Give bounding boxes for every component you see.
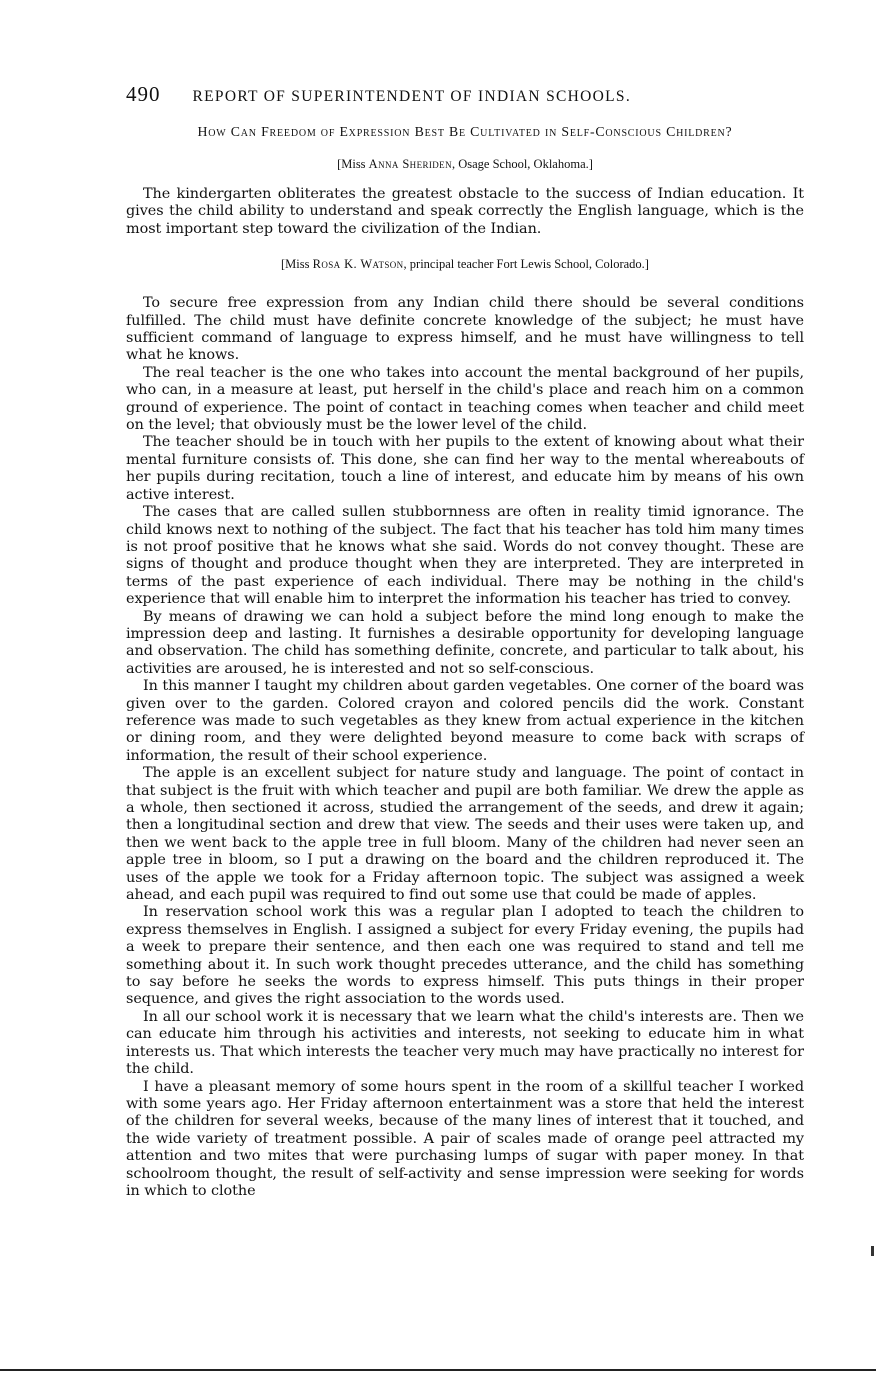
running-header — [126, 82, 804, 112]
scan-edge-line — [0, 1369, 876, 1371]
author-name: Rosa K. Watson — [312, 257, 404, 272]
document-page — [126, 82, 804, 1200]
margin-mark — [871, 1246, 874, 1256]
paragraph: In this manner I taught my children about garden vegetables. One corner of the board was given over to the garden. Colored crayon and colored pencils did the work. Constant reference was made to such vegetables as they knew from actual experience in the kitchen or dining room, and they were delighted beyond measure to come back with scraps of information, the result of their school experience. — [126, 678, 804, 764]
paragraph: In all our school work it is necessary that we learn what the child's interests are. Then we can educate him through his activities and interests, not seeking to educate him in what interests us. That which interests the teacher very much may have practically no interest for the child. — [126, 1008, 804, 1078]
paragraph: The teacher should be in touch with her pupils to the extent of knowing about what their mental furniture consists of. This done, she can find her way to the mental whereabouts of her pupils during recitation, touch a line of interest, and educate him by means of his own active interest. — [126, 434, 804, 503]
attribution-rest: , principal teacher Fort Lewis School, Colorado.] — [403, 257, 649, 272]
paragraph: The real teacher is the one who takes into account the mental background of her pupils, who can, in a measure at least, put herself in the child's place and reach him on a common ground of experience. The point of contact in teaching comes when teacher and child meet on the level; that obviously must be the lower level of the child. — [126, 364, 804, 434]
paragraph: I have a pleasant memory of some hours spent in the room of a skillful teacher I worked with some years ago. Her Friday afternoon entertainment was a store that held the interest of the children for several weeks, because of the many lines of interest that it touched, and the wide variety of treatment possible. A pair of scales made of orange peel attracted my attention and two mites that were purchasing lumps of sugar with paper money. In that schoolroom thought, the result of self-activity and sense impression were seeking for words in which to clothe — [126, 1078, 804, 1199]
running-title: REPORT OF SUPERINTENDENT OF INDIAN SCHOOLS. — [192, 88, 631, 105]
paragraph: The cases that are called sullen stubbornness are often in reality timid ignorance. The child knows next to nothing of the subject. The fact that his teacher has told him many times is not proof positive that he knows what she said. Words do not convey thought. These are signs of thought and produce thought when they are interpreted. They are interpreted in terms of the past experience of each individual. There may be nothing in the child's experience that will enable him to interpret the information his teacher has tried to convey. — [126, 504, 804, 608]
section-2-body — [126, 295, 804, 1200]
attribution-open: [Miss — [337, 157, 369, 171]
paragraph: By means of drawing we can hold a subject before the mind long enough to make the impression deep and lasting. It furnishes a desirable opportunity for developing language and observation. The child has something definite, concrete, and particular to talk about, his activities are aroused, he is interested and not so self-conscious. — [126, 608, 804, 677]
author-attribution-1 — [126, 156, 804, 172]
article-title: How Can Freedom of Expression Best Be Cultivated in Self-Conscious Children? — [197, 124, 733, 139]
section-1-body — [126, 186, 804, 238]
attribution-rest: , Osage School, Oklahoma.] — [451, 157, 593, 171]
paragraph: The apple is an excellent subject for nature study and language. The point of contact in that subject is the fruit with which teacher and pupil are both familiar. We drew the apple as a whole, then sectioned it across, studied the arrangement of the seeds, and drew it again; then a longitudinal section and drew that view. The seeds and their uses were taken up, and then we went back to the apple tree in full bloom. Many of the children had never seen an apple tree in bloom, so I put a drawing on the board and the children reproduced it. The uses of the apple we took for a Friday afternoon topic. The subject was assigned a week ahead, and each pupil was required to find out some use that could be made of apples. — [126, 765, 804, 904]
author-name: Anna Sheriden — [368, 157, 452, 171]
paragraph: To secure free expression from any Indian child there should be several conditions fulfilled. The child must have definite concrete knowledge of the subject; he must have sufficient command of language to express himself, and he must have willingness to tell what he knows. — [126, 295, 804, 364]
paragraph: The kindergarten obliterates the greatest obstacle to the success of Indian education. It gives the child ability to understand and speak correctly the English language, which is the most important step toward the civilization of the Indian. — [126, 186, 804, 237]
attribution-open: [Miss — [281, 257, 313, 272]
page-number: 490 — [126, 82, 161, 106]
paragraph: In reservation school work this was a regular plan I adopted to teach the children to express themselves in English. I assigned a subject for every Friday evening, the pupils had a week to prepare their sentence, and then each one was required to stand and tell me something about it. In such work thought precedes utterance, and the child has something to say before he seeks the words to express himself. This puts things in their proper sequence, and gives the right association to the words used. — [126, 904, 804, 1008]
author-attribution-2 — [126, 256, 804, 272]
